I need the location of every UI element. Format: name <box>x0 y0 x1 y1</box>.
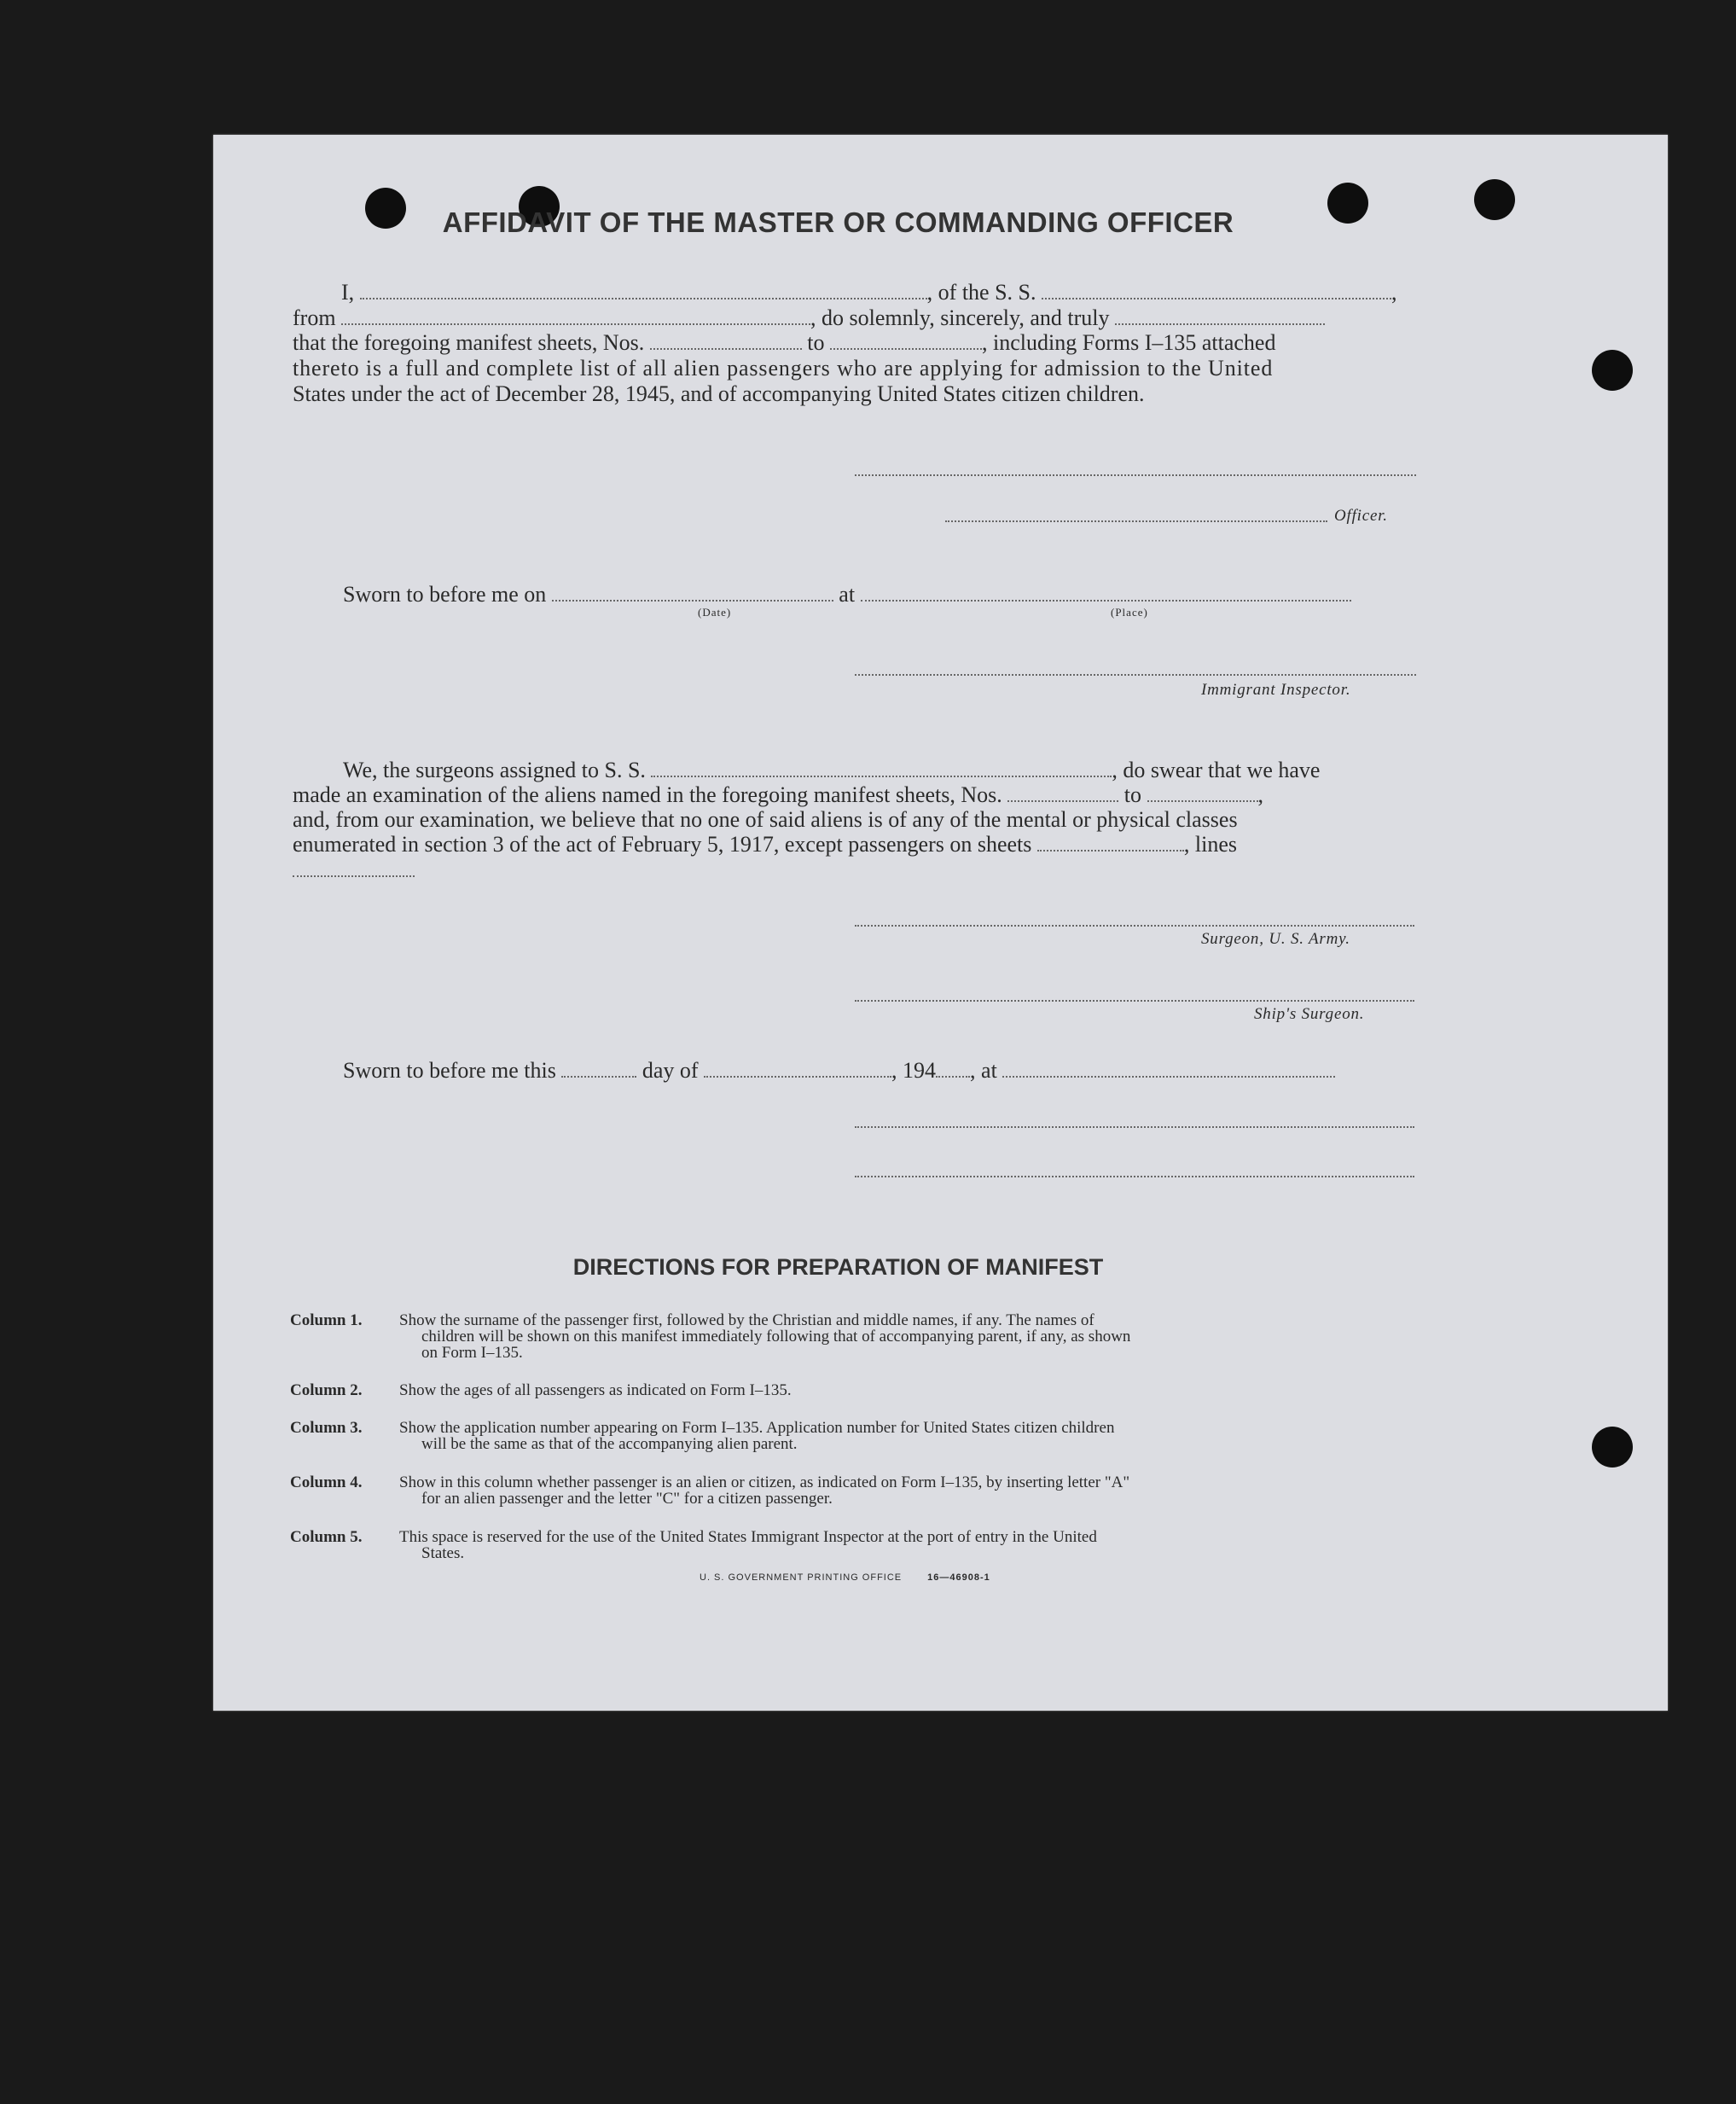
inspector-caption: Immigrant Inspector. <box>1201 681 1351 699</box>
direction-column-1: Column 1. Show the surname of the passenger first, followed by the Christian and middle names, if any. The names of children will be shown on this manifest immediately following that of accompanying parent, if any, as shown on Form I–135. <box>290 1311 1131 1362</box>
affidavit-line-4: thereto is a full and complete list of all alien passengers who are applying for admission to the United <box>293 356 1274 381</box>
printing-office-footer: U. S. GOVERNMENT PRINTING OFFICE 16—46908-1 <box>700 1572 990 1583</box>
directions-title: DIRECTIONS FOR PREPARATION OF MANIFEST <box>572 1254 1104 1280</box>
affidavit-line-3: that the foregoing manifest sheets, Nos. to , including Forms I–135 attached <box>293 330 1276 355</box>
surgeons-line-2: made an examination of the aliens named in the foregoing manifest sheets, Nos. to , <box>293 782 1263 807</box>
surgeon-sheets-to-field[interactable] <box>1147 783 1258 802</box>
sheets-from-field[interactable] <box>650 331 802 350</box>
affirm-field[interactable] <box>1115 306 1325 325</box>
form-page <box>213 135 1668 1711</box>
sworn-year-field[interactable] <box>936 1059 970 1078</box>
punch-hole <box>1592 1427 1633 1468</box>
master-signature-line[interactable] <box>855 474 1416 476</box>
sheets-to-field[interactable] <box>830 331 982 350</box>
sworn-line-1: Sworn to before me on at <box>343 582 1351 607</box>
direction-column-4: Column 4. Show in this column whether passenger is an alien or citizen, as indicated on Form I–135, by inserting letter "A" for an alien passenger and the letter "C" for a citizen passenger. <box>290 1473 1130 1508</box>
affidavit-line-5: States under the act of December 28, 1945, and of accompanying United States citizen children. <box>293 381 1145 406</box>
affidavit-line-2: from , do solemnly, sincerely, and truly <box>293 305 1325 331</box>
sworn2-place-field[interactable] <box>1002 1059 1335 1078</box>
officer-signature-line[interactable] <box>945 520 1327 522</box>
army-surgeon-caption: Surgeon, U. S. Army. <box>1201 930 1350 948</box>
surgeon-sheets-from-field[interactable] <box>1007 783 1118 802</box>
army-surgeon-signature-line[interactable] <box>855 925 1414 927</box>
departure-port-field[interactable] <box>341 306 810 325</box>
exception-sheets-field[interactable] <box>1037 833 1184 851</box>
surgeons-line-1: We, the surgeons assigned to S. S. , do swear that we have <box>343 758 1321 782</box>
ship-surgeon-signature-line[interactable] <box>855 1000 1414 1002</box>
inspector-signature-line[interactable] <box>855 674 1416 676</box>
sworn-line-2: Sworn to before me this day of , 194 , at <box>343 1058 1335 1084</box>
punch-hole <box>1592 350 1633 391</box>
sworn-date-field[interactable] <box>552 583 833 602</box>
sworn2-signature-line-2[interactable] <box>855 1176 1414 1177</box>
exception-lines-field[interactable] <box>293 875 415 877</box>
direction-column-5: Column 5. This space is reserved for the use of the United States Immigrant Inspector at the port of entry in the United States. <box>290 1528 1097 1562</box>
direction-column-2: Column 2. Show the ages of all passengers as indicated on Form I–135. <box>290 1381 792 1399</box>
sworn-place-field[interactable] <box>861 583 1351 602</box>
affidavit-line-1: I, , of the S. S. , <box>341 280 1397 305</box>
place-caption: (Place) <box>1111 606 1148 619</box>
sworn-month-field[interactable] <box>704 1059 891 1078</box>
sworn2-signature-line-1[interactable] <box>855 1126 1414 1128</box>
surgeons-line-3: and, from our examination, we believe that no one of said aliens is of any of the mental or physical classes <box>293 807 1238 832</box>
officer-caption: Officer. <box>1334 507 1388 525</box>
master-name-field[interactable] <box>360 281 927 299</box>
direction-column-3: Column 3. Show the application number appearing on Form I–135. Application number for United States citizen children will be the same as that of the accompanying alien parent. <box>290 1419 1115 1453</box>
ship-name-field[interactable] <box>1042 281 1391 299</box>
surgeon-ship-field[interactable] <box>651 758 1112 777</box>
date-caption: (Date) <box>698 606 732 619</box>
sworn-day-field[interactable] <box>561 1059 636 1078</box>
ship-surgeon-caption: Ship's Surgeon. <box>1254 1005 1365 1023</box>
affidavit-title: AFFIDAVIT OF THE MASTER OR COMMANDING OFFICER <box>442 206 1234 238</box>
surgeons-line-4: enumerated in section 3 of the act of February 5, 1917, except passengers on sheets , lines <box>293 832 1238 857</box>
